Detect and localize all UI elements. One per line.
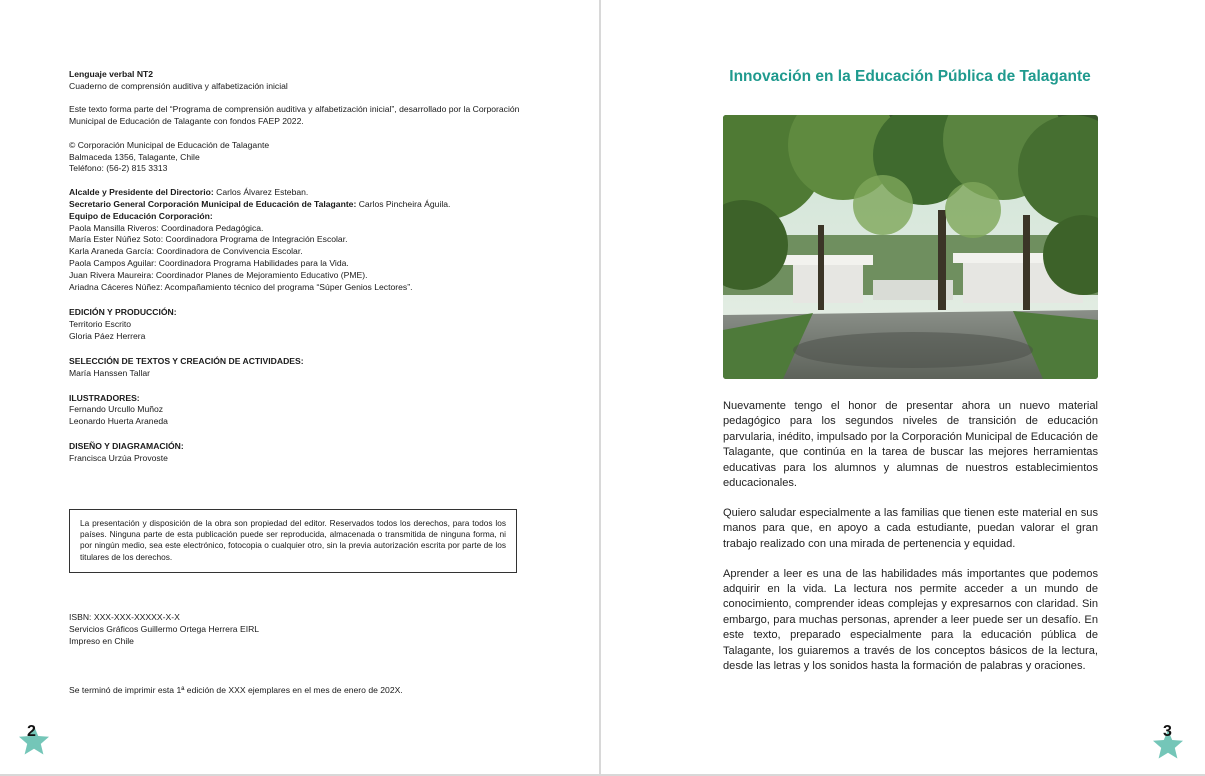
section-line: Leonardo Huerta Araneda bbox=[69, 416, 168, 427]
authority-line bbox=[69, 199, 539, 211]
body-paragraph: Nuevamente tengo el honor de presentar ahora un nuevo material pedagógico para los segundos niveles de transición de educación parvularia, inédito, impulsado por la Corporación Municipal de Educación de Talagante, que continúa en la tarea de buscar las mejores herramientas educativas para los alumnos y alumnas de nuestros establecimientos educacionales. bbox=[723, 400, 1098, 490]
section-heading: SELECCIÓN DE TEXTOS Y CREACIÓN DE ACTIVIDADES: bbox=[69, 355, 304, 366]
address-line: Teléfono: (56-2) 815 3313 bbox=[69, 163, 168, 174]
team-member: Juan Rivera Maureira: Coordinador Planes de Mejoramiento Educativo (PME). bbox=[69, 270, 368, 281]
right-page bbox=[601, 0, 1205, 774]
authority-label: Secretario General Corporación Municipal de Educación de Talagante: bbox=[69, 198, 357, 209]
section-line: Francisca Urzúa Provoste bbox=[69, 453, 168, 464]
intro-text: Este texto forma parte del “Programa de comprensión auditiva y alfabetización inicial”, desarrollado por la Corporación Municipal de Educación de Talagante con fondos FAEP 2022. bbox=[69, 104, 520, 127]
authority-label: Equipo de Educación Corporación: bbox=[69, 210, 213, 221]
team-member: Paola Campos Aguilar: Coordinadora Programa Habilidades para la Vida. bbox=[69, 258, 349, 269]
section-line: Fernando Urcullo Muñoz bbox=[69, 404, 164, 415]
team-member: María Ester Núñez Soto: Coordinadora Programa de Integración Escolar. bbox=[69, 234, 348, 245]
printed-in: Impreso en Chile bbox=[69, 635, 134, 646]
body-paragraph: Aprender a leer es una de las habilidades más importantes que podemos adquirir en la vida. La lectura nos permite acceder a un mundo de conocimiento, comprender ideas complejas y expresarnos con claridad. Sin embargo, para muchas personas, aprender a leer puede ser un desafío. En este texto, preparado especialmente para la educación pública de Talagante, los guiaremos a través de los conceptos básicos de la lectura, desde las letras y los sonidos hasta la formación de palabras y oraciones. bbox=[723, 567, 1098, 673]
team-member: Ariadna Cáceres Núñez: Acompañamiento técnico del programa “Súper Genios Lectores”. bbox=[69, 282, 413, 293]
section-heading: ILUSTRADORES: bbox=[69, 392, 140, 403]
book-title: Lenguaje verbal NT2 bbox=[69, 69, 154, 79]
team-member: Paola Mansilla Riveros: Coordinadora Pedagógica. bbox=[69, 222, 264, 233]
authority-label: Alcalde y Presidente del Directorio: bbox=[69, 186, 214, 197]
address-line: Balmaceda 1356, Talagante, Chile bbox=[69, 151, 200, 162]
body-text bbox=[723, 399, 1098, 689]
authority-value: Carlos Álvarez Esteban. bbox=[213, 186, 309, 197]
team-member: Karla Araneda García: Coordinadora de Convivencia Escolar. bbox=[69, 246, 303, 257]
rights-notice: La presentación y disposición de la obra son propiedad del editor. Reservados todos los derechos, para todos los países. Ninguna parte de esta publicación puede ser reproducida, almacenada o transmitida de ninguna forma, ni por ningún medio, sea este electrónico, fotocopia o cualquier otro, sin la previa autorización escrita por parte de los titulares de los derechos. bbox=[69, 509, 517, 573]
authority-value: Carlos Pincheira Águila. bbox=[356, 198, 451, 209]
section-heading: EDICIÓN Y PRODUCCIÓN: bbox=[69, 307, 177, 317]
authority-line bbox=[69, 211, 539, 223]
page-number: 2 bbox=[27, 723, 36, 740]
credits-block bbox=[69, 69, 539, 465]
section-line: María Hanssen Tallar bbox=[69, 367, 151, 378]
page-number: 3 bbox=[1163, 723, 1172, 740]
print-run-note: Se terminó de imprimir esta 1ª edición de XXX ejemplares en el mes de enero de 202X. bbox=[69, 685, 403, 695]
isbn: ISBN: XXX-XXX-XXXXX-X-X bbox=[69, 612, 180, 622]
section-line: Territorio Escrito bbox=[69, 318, 132, 329]
address-line: © Corporación Municipal de Educación de Talagante bbox=[69, 139, 270, 150]
book-subtitle: Cuaderno de comprensión auditiva y alfabetización inicial bbox=[69, 80, 288, 91]
section-line: Gloria Páez Herrera bbox=[69, 330, 146, 341]
plaza-photo bbox=[723, 115, 1098, 379]
section-heading: DISEÑO Y DIAGRAMACIÓN: bbox=[69, 441, 184, 452]
page-title: Innovación en la Educación Pública de Talagante bbox=[729, 68, 1091, 85]
printer: Servicios Gráficos Guillermo Ortega Herrera EIRL bbox=[69, 623, 260, 634]
authority-line bbox=[69, 187, 539, 199]
body-paragraph: Quiero saludar especialmente a las familias que tienen este material en sus manos para que, en apoyo a cada estudiante, puedan valorar el gran trabajo realizado con una mirada de pertenencia y equidad. bbox=[723, 506, 1098, 550]
left-page bbox=[0, 0, 599, 774]
colophon bbox=[69, 612, 259, 648]
